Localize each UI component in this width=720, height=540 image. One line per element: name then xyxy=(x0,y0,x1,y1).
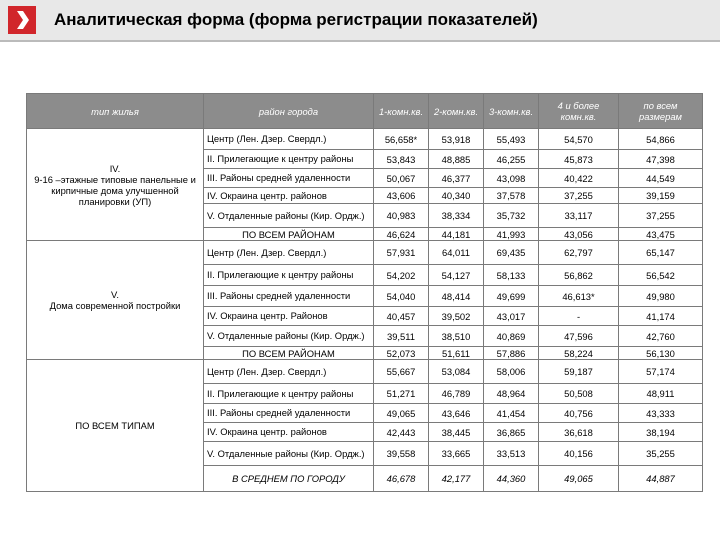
column-header: по всем размерам xyxy=(619,94,703,129)
column-header: тип жилья xyxy=(27,94,204,129)
value-cell: 44,887 xyxy=(619,466,703,492)
value-cell: 47,596 xyxy=(539,326,619,347)
value-cell: 37,255 xyxy=(539,188,619,204)
value-cell: 36,865 xyxy=(484,423,539,442)
value-cell: 49,065 xyxy=(374,404,429,423)
housing-type-cell: IV. 9-16 –этажные типовые панельные и кирпичные дома улучшенной планировки (УП) xyxy=(27,129,204,241)
table-header-row xyxy=(27,94,703,129)
value-cell: 65,147 xyxy=(619,241,703,265)
value-cell: 40,422 xyxy=(539,169,619,188)
district-cell: III. Районы средней удаленности xyxy=(204,404,374,423)
value-cell: 58,006 xyxy=(484,360,539,384)
value-cell: 36,618 xyxy=(539,423,619,442)
value-cell: 43,017 xyxy=(484,307,539,326)
district-cell: IV. Окраина центр. районов xyxy=(204,188,374,204)
value-cell: 46,613* xyxy=(539,286,619,307)
table-body xyxy=(27,129,703,492)
value-cell: 59,187 xyxy=(539,360,619,384)
district-cell: IV. Окраина центр. Районов xyxy=(204,307,374,326)
value-cell: 43,333 xyxy=(619,404,703,423)
district-cell: III. Районы средней удаленности xyxy=(204,169,374,188)
value-cell: 41,454 xyxy=(484,404,539,423)
indicator-table xyxy=(26,93,703,492)
district-cell: Центр (Лен. Дзер. Свердл.) xyxy=(204,129,374,150)
value-cell: 42,443 xyxy=(374,423,429,442)
value-cell: 44,181 xyxy=(429,228,484,241)
value-cell: 46,377 xyxy=(429,169,484,188)
value-cell: 48,885 xyxy=(429,150,484,169)
column-header: 4 и более комн.кв. xyxy=(539,94,619,129)
value-cell: 38,334 xyxy=(429,204,484,228)
district-cell: II. Прилегающие к центру районы xyxy=(204,265,374,286)
value-cell: 44,360 xyxy=(484,466,539,492)
value-cell: 52,073 xyxy=(374,347,429,360)
value-cell: 42,177 xyxy=(429,466,484,492)
value-cell: 69,435 xyxy=(484,241,539,265)
value-cell: 41,174 xyxy=(619,307,703,326)
value-cell: 51,611 xyxy=(429,347,484,360)
district-cell: II. Прилегающие к центру районы xyxy=(204,150,374,169)
indicator-table-wrapper xyxy=(26,93,702,492)
value-cell: 33,117 xyxy=(539,204,619,228)
value-cell: 38,194 xyxy=(619,423,703,442)
value-cell: 37,578 xyxy=(484,188,539,204)
summary-label: ПО ВСЕМ РАЙОНАМ xyxy=(204,228,374,241)
value-cell: 53,084 xyxy=(429,360,484,384)
district-cell: III. Районы средней удаленности xyxy=(204,286,374,307)
column-header: 2-комн.кв. xyxy=(429,94,484,129)
value-cell: 56,658* xyxy=(374,129,429,150)
value-cell: 38,510 xyxy=(429,326,484,347)
value-cell: 39,558 xyxy=(374,442,429,466)
value-cell: 46,624 xyxy=(374,228,429,241)
value-cell: 50,508 xyxy=(539,384,619,404)
value-cell: 39,511 xyxy=(374,326,429,347)
summary-label: ПО ВСЕМ РАЙОНАМ xyxy=(204,347,374,360)
value-cell: 40,869 xyxy=(484,326,539,347)
value-cell: 56,542 xyxy=(619,265,703,286)
district-cell: II. Прилегающие к центру районы xyxy=(204,384,374,404)
value-cell: 33,665 xyxy=(429,442,484,466)
value-cell: 43,475 xyxy=(619,228,703,241)
value-cell: 57,886 xyxy=(484,347,539,360)
district-cell: V. Отдаленные районы (Кир. Ордж.) xyxy=(204,204,374,228)
value-cell: 55,493 xyxy=(484,129,539,150)
value-cell: 43,098 xyxy=(484,169,539,188)
value-cell: 46,789 xyxy=(429,384,484,404)
value-cell: 56,130 xyxy=(619,347,703,360)
value-cell: 49,980 xyxy=(619,286,703,307)
page-title: Аналитическая форма (форма регистрации показателей) xyxy=(54,10,538,29)
value-cell: 53,918 xyxy=(429,129,484,150)
column-header: район города xyxy=(204,94,374,129)
value-cell: 40,340 xyxy=(429,188,484,204)
value-cell: 39,159 xyxy=(619,188,703,204)
table-row xyxy=(27,360,703,384)
value-cell: 48,414 xyxy=(429,286,484,307)
value-cell: 58,133 xyxy=(484,265,539,286)
value-cell: 55,667 xyxy=(374,360,429,384)
district-cell: Центр (Лен. Дзер. Свердл.) xyxy=(204,360,374,384)
value-cell: 48,911 xyxy=(619,384,703,404)
value-cell: 43,646 xyxy=(429,404,484,423)
value-cell: 46,678 xyxy=(374,466,429,492)
value-cell: 57,931 xyxy=(374,241,429,265)
value-cell: 38,445 xyxy=(429,423,484,442)
value-cell: 50,067 xyxy=(374,169,429,188)
value-cell: 58,224 xyxy=(539,347,619,360)
value-cell: 46,255 xyxy=(484,150,539,169)
value-cell: 54,127 xyxy=(429,265,484,286)
district-cell: IV. Окраина центр. районов xyxy=(204,423,374,442)
value-cell: 56,862 xyxy=(539,265,619,286)
table-row xyxy=(27,129,703,150)
table-row xyxy=(27,241,703,265)
value-cell: 42,760 xyxy=(619,326,703,347)
district-cell: Центр (Лен. Дзер. Свердл.) xyxy=(204,241,374,265)
value-cell: 51,271 xyxy=(374,384,429,404)
column-header: 1-комн.кв. xyxy=(374,94,429,129)
value-cell: 43,056 xyxy=(539,228,619,241)
value-cell: 45,873 xyxy=(539,150,619,169)
value-cell: 54,866 xyxy=(619,129,703,150)
column-header: 3-комн.кв. xyxy=(484,94,539,129)
value-cell: - xyxy=(539,307,619,326)
value-cell: 37,255 xyxy=(619,204,703,228)
value-cell: 48,964 xyxy=(484,384,539,404)
value-cell: 62,797 xyxy=(539,241,619,265)
header-bar xyxy=(0,0,720,42)
value-cell: 39,502 xyxy=(429,307,484,326)
value-cell: 54,202 xyxy=(374,265,429,286)
value-cell: 44,549 xyxy=(619,169,703,188)
chevron-right-icon xyxy=(8,6,36,34)
value-cell: 40,457 xyxy=(374,307,429,326)
value-cell: 54,040 xyxy=(374,286,429,307)
summary-label: В СРЕДНЕМ ПО ГОРОДУ xyxy=(204,466,374,492)
value-cell: 49,699 xyxy=(484,286,539,307)
value-cell: 40,756 xyxy=(539,404,619,423)
value-cell: 53,843 xyxy=(374,150,429,169)
value-cell: 47,398 xyxy=(619,150,703,169)
value-cell: 35,732 xyxy=(484,204,539,228)
value-cell: 54,570 xyxy=(539,129,619,150)
value-cell: 49,065 xyxy=(539,466,619,492)
value-cell: 40,983 xyxy=(374,204,429,228)
value-cell: 41,993 xyxy=(484,228,539,241)
value-cell: 43,606 xyxy=(374,188,429,204)
district-cell: V. Отдаленные районы (Кир. Ордж.) xyxy=(204,326,374,347)
value-cell: 57,174 xyxy=(619,360,703,384)
value-cell: 35,255 xyxy=(619,442,703,466)
value-cell: 40,156 xyxy=(539,442,619,466)
value-cell: 33,513 xyxy=(484,442,539,466)
housing-type-cell: ПО ВСЕМ ТИПАМ xyxy=(27,360,204,492)
housing-type-cell: V. Дома современной постройки xyxy=(27,241,204,360)
district-cell: V. Отдаленные районы (Кир. Ордж.) xyxy=(204,442,374,466)
value-cell: 64,011 xyxy=(429,241,484,265)
